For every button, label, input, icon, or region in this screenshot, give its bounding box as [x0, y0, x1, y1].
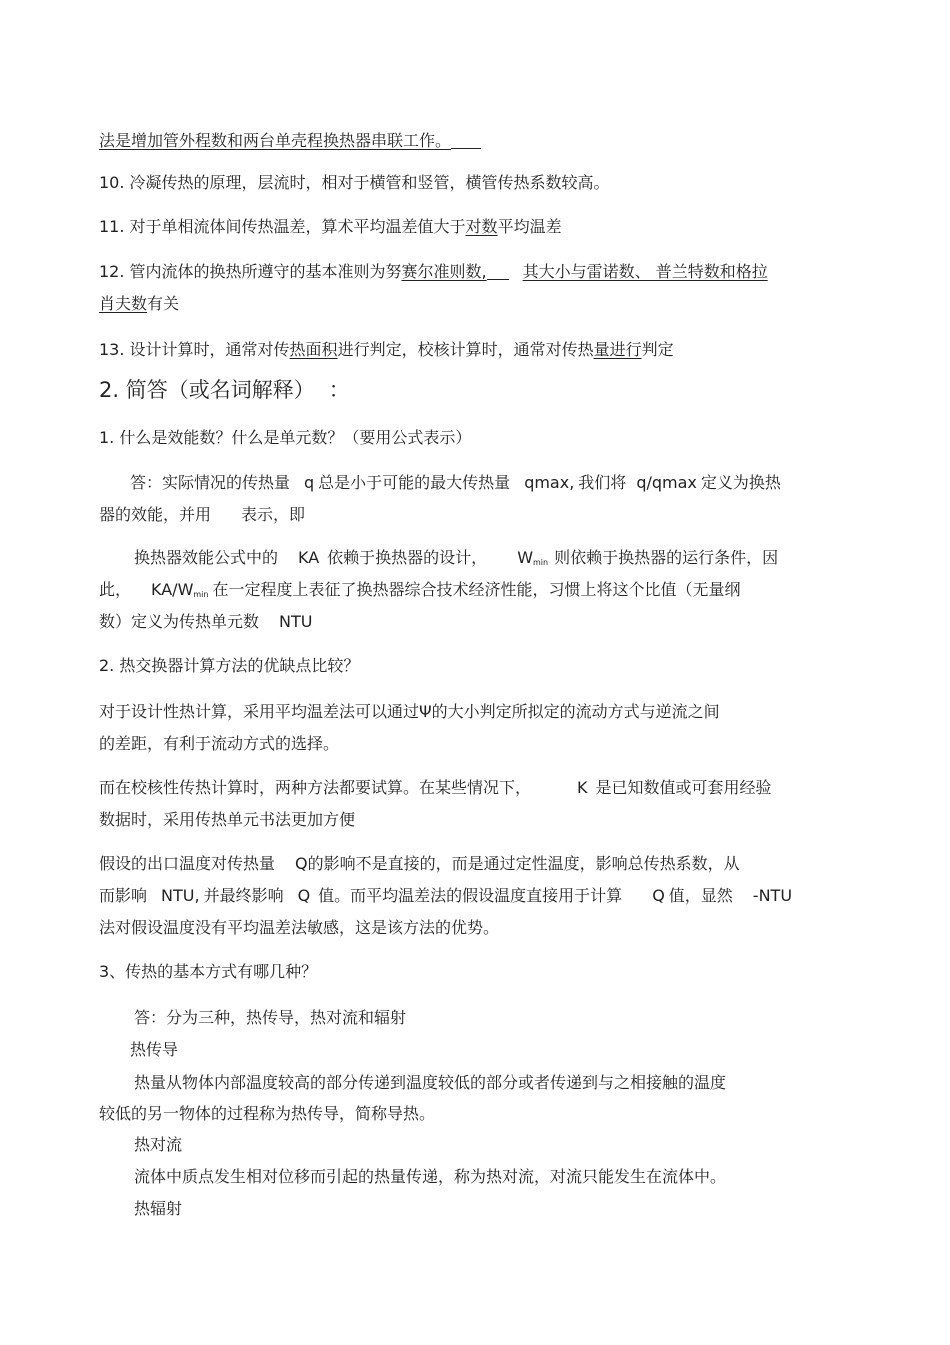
answer-1-line-2 — [99, 505, 305, 525]
answer-3-text-d: 较低的另一物体的过程称为热传导，简称导热。 — [99, 1104, 436, 1123]
answer-3-line-4 — [99, 1104, 435, 1124]
question-2-text: 2. 热交换器计算方法的优缺点比较？ — [99, 656, 360, 675]
item-13 — [99, 340, 674, 360]
answer-3-text-c: 热量从物体内部温度较高的部分传递到温度较低的部分或者传递到与之相接触的温度 — [134, 1073, 727, 1092]
question-3 — [99, 962, 317, 982]
answer-2-p3-ntu: NTU, — [161, 886, 200, 905]
answer-1-text-l: 则依赖于换热器的运行条件，因 — [554, 548, 779, 567]
answer-2-p3-text-c: 的影响不是直接的，而是通过定性温度，影响总传热系数，从 — [307, 854, 740, 873]
answer-1-text-i: 表示，即 — [241, 505, 306, 524]
answer-1-text-k: 依赖于换热器的设计， — [327, 548, 488, 567]
item-11-answer: 对数 — [465, 217, 498, 236]
item-12-text-d: 有关 — [147, 294, 180, 313]
answer-2-p2-text-d: 数据时，采用传热单元书法更加方便 — [99, 810, 356, 829]
item-13-answer-b: 量进行 — [593, 340, 642, 359]
item-13-answer-a: 热面积 — [289, 340, 338, 359]
answer-2-p3-line-1 — [99, 854, 740, 874]
item-11-text-a: 11. 对于单相流体间传热温差，算术平均温差值大于 — [99, 217, 466, 236]
answer-1-ka-w: KA/W — [151, 580, 194, 599]
answer-1-ratio: q/qmax — [636, 473, 697, 492]
answer-1-text-h: 器的效能，并用 — [99, 505, 212, 524]
answer-3-heading-radiation — [134, 1199, 182, 1219]
answer-1-text-a: 答：实际情况的传热量 — [130, 473, 291, 492]
answer-1-text-m: 此， — [99, 580, 132, 599]
answer-2-p3-text-d: 而影响 — [99, 886, 148, 905]
section-heading — [99, 377, 350, 403]
item-10-text: 10. 冷凝传热的原理，层流时，相对于横管和竖管，横管传热系数较高。 — [99, 173, 610, 192]
item-11 — [99, 217, 562, 237]
answer-1-ka-w-sub: min — [193, 590, 209, 599]
answer-1-text-n: 在一定程度上表征了换热器综合技术经济性能，习惯上将这个比值（无量纲 — [212, 580, 741, 599]
question-1-text: 1. 什么是效能数？什么是单元数？（要用公式表示） — [99, 428, 472, 447]
item-13-text-c: 进行判定，校核计算时，通常对传热 — [337, 340, 594, 359]
answer-3-heading-convection — [134, 1135, 182, 1155]
line-1-text: 法是增加管外程数和两台单壳程换热器串联工作。 — [99, 131, 452, 150]
answer-2-p3-text-g: 值，显然 — [668, 886, 733, 905]
answer-2-p1-line-2 — [99, 734, 339, 754]
answer-3-line-1 — [134, 1008, 406, 1028]
answer-2-p3-line-3 — [99, 918, 499, 938]
answer-2-p2-line-2 — [99, 810, 355, 830]
question-2 — [99, 656, 359, 676]
answer-2-p3-text-e: 并最终影响 — [203, 886, 284, 905]
item-13-text-e: 判定 — [641, 340, 674, 359]
answer-1-text-e: 我们将 — [578, 473, 627, 492]
question-1 — [99, 428, 471, 448]
section-heading-colon: ： — [328, 378, 350, 402]
item-12-cont — [99, 294, 179, 314]
item-12 — [99, 262, 768, 282]
answer-2-p3-q: Q — [295, 854, 308, 873]
answer-2-p1-text-a: 对于设计性热计算，采用平均温差法可以通过Ψ的大小判定所拟定的流动方式与逆流之间 — [99, 702, 720, 721]
answer-3-text-e: 热对流 — [134, 1135, 183, 1154]
item-12-text-c: 其大小与雷诺数、 普兰特数和格拉 — [522, 262, 768, 281]
item-10 — [99, 173, 610, 193]
answer-2-p2-k: K — [577, 778, 588, 797]
answer-2-p2-line-1 — [99, 778, 772, 798]
answer-1-text-g: 定义为换热 — [700, 473, 781, 492]
underline-blank — [487, 265, 509, 280]
answer-3-text-g: 热辐射 — [134, 1199, 183, 1218]
answer-2-p1-line-1 — [99, 702, 720, 722]
answer-2-p2-text-a: 而在校核性传热计算时，两种方法都要试算。在某些情况下， — [99, 778, 532, 797]
answer-2-p3-q2: Q — [297, 886, 311, 905]
answer-3-text-f: 流体中质点发生相对位移而引起的热量传递，称为热对流，对流只能发生在流体中。 — [134, 1167, 727, 1186]
answer-1-qmax: qmax, — [524, 473, 575, 492]
question-3-text: 3、传热的基本方式有哪几种？ — [99, 962, 318, 981]
line-1 — [99, 131, 481, 151]
answer-2-p3-text-a: 假设的出口温度对传热量 — [99, 854, 276, 873]
answer-1-ntu: NTU — [279, 612, 313, 631]
item-13-text-a: 13. 设计计算时，通常对传 — [99, 340, 290, 359]
answer-3-line-3 — [134, 1073, 726, 1093]
answer-1-line-5 — [99, 612, 312, 632]
answer-2-p1-text-b: 的差距，有利于流动方式的选择。 — [99, 734, 340, 753]
answer-1-w-sub: min — [533, 558, 549, 567]
answer-2-p3-text-f: 值。而平均温差法的假设温度直接用于计算 — [318, 886, 623, 905]
underline-blank — [451, 134, 481, 149]
answer-1-text-o: 数）定义为传热单元数 — [99, 612, 260, 631]
item-12-text-a: 12. 管内流体的换热所遵守的基本准则为努 — [99, 262, 402, 281]
answer-1-text-c: 总是小于可能的最大传热量 — [318, 473, 511, 492]
item-12-answer-b: 肖夫数 — [99, 294, 148, 313]
answer-2-p2-text-c: 是已知数值或可套用经验 — [595, 778, 772, 797]
answer-1-line-4 — [99, 580, 741, 605]
answer-3-heading-conduction — [130, 1040, 178, 1060]
answer-1-q: q — [304, 473, 315, 492]
item-11-text-c: 平均温差 — [497, 217, 562, 236]
answer-3-text-b: 热传导 — [130, 1040, 179, 1059]
answer-2-p3-ntu2: -NTU — [752, 886, 793, 905]
answer-1-text-j: 换热器效能公式中的 — [134, 548, 279, 567]
answer-2-p3-text-h: 法对假设温度没有平均温差法敏感，这是该方法的优势。 — [99, 918, 500, 937]
item-12-answer-a: 赛尔准则数, — [401, 262, 487, 281]
answer-3-text-a: 答：分为三种，热传导，热对流和辐射 — [134, 1008, 407, 1027]
answer-2-p3-q3: Q — [652, 886, 665, 905]
section-heading-text: 2. 简答（或名词解释） — [99, 378, 315, 402]
answer-1-line-3 — [134, 548, 778, 573]
answer-1-w: W — [517, 548, 534, 567]
answer-1-ka: KA — [298, 548, 320, 567]
answer-3-line-6 — [134, 1167, 726, 1187]
answer-2-p3-line-2 — [99, 886, 792, 906]
answer-1-line-1 — [130, 473, 781, 493]
